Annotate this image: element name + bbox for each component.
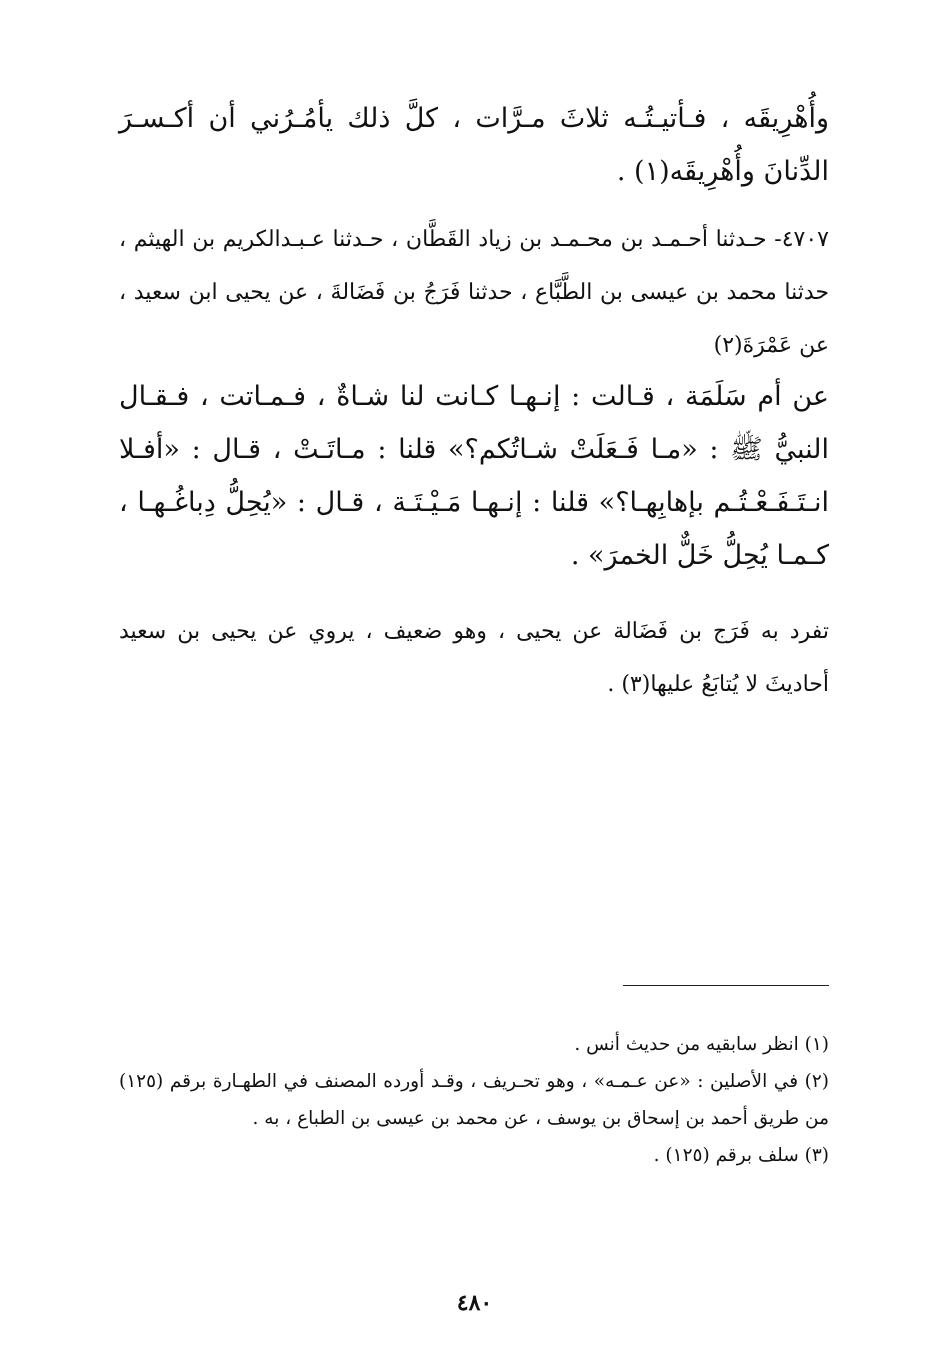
footnote-3: (٣) سلف برقم (١٢٥) . bbox=[653, 1145, 829, 1166]
commentary-paragraph bbox=[119, 605, 829, 711]
footnote-1: (١) انظر سابقيه من حديث أنس . bbox=[574, 1034, 829, 1055]
page-number: ٤٨٠ bbox=[456, 1290, 493, 1316]
paragraph-text: ٤٧٠٧- حـدثنا أحـمـد بن محـمـد بن زياد القَطَّان ، حـدثنا عـبـدالكريم بن الهيثم ، حدثنا محمد بن عيسى بن الطَّبَّاع ، حدثنا فَرَجُ بن فَضَالةَ ، عن يحيى ابن سعيد ، عن عَمْرَةَ(٢) bbox=[119, 227, 829, 358]
footnotes-section bbox=[119, 1026, 829, 1174]
paragraph-text: عن أم سَلَمَة ، قـالت : إنـهـا كـانت لنا شـاةٌ ، فـمـاتت ، فـقـال النبيُّ ﷺ : «مـا فَـعَلَتْ شـاتُكم؟» قلنا : مـاتَـتْ ، قـال : «أفـلا انـتَـفَـعْـتُـم بإهابِهـا؟» قلنا : إنـهـا مَـيْـتَـة ، قـال : «يُحِلُّ دِباغُـهـا ، كـمـا يُحِلُّ خَلٌّ الخمرَ» . bbox=[119, 381, 829, 571]
hadith-chain-paragraph bbox=[119, 213, 829, 372]
footnote-2: (٢) في الأصلين : «عن عـمـه» ، وهو تحـريف ، وقـد أورده المصنف في الطهـارة برقم (١٢٥) من طريق أحمد بن إسحاق بن يوسف ، عن محمد بن عيسى بن الطباع ، به . bbox=[119, 1071, 829, 1129]
text-paragraph-continuation bbox=[119, 92, 829, 198]
footnote-divider bbox=[623, 985, 829, 986]
paragraph-text: تفرد به فَرَج بن فَضَالة عن يحيى ، وهو ضعيف ، يروي عن يحيى بن سعيد أحاديثَ لا يُتابَعُ عليها(٣) . bbox=[119, 619, 829, 697]
paragraph-text: وأُهْرِيقَه ، فـأتيـتُـه ثلاثَ مـرَّات ، كلَّ ذلك يأمُـرُني أن أكـسـرَ الدِّنانَ وأُهْرِيقَه(١) . bbox=[119, 103, 829, 187]
hadith-text-paragraph bbox=[119, 370, 829, 582]
